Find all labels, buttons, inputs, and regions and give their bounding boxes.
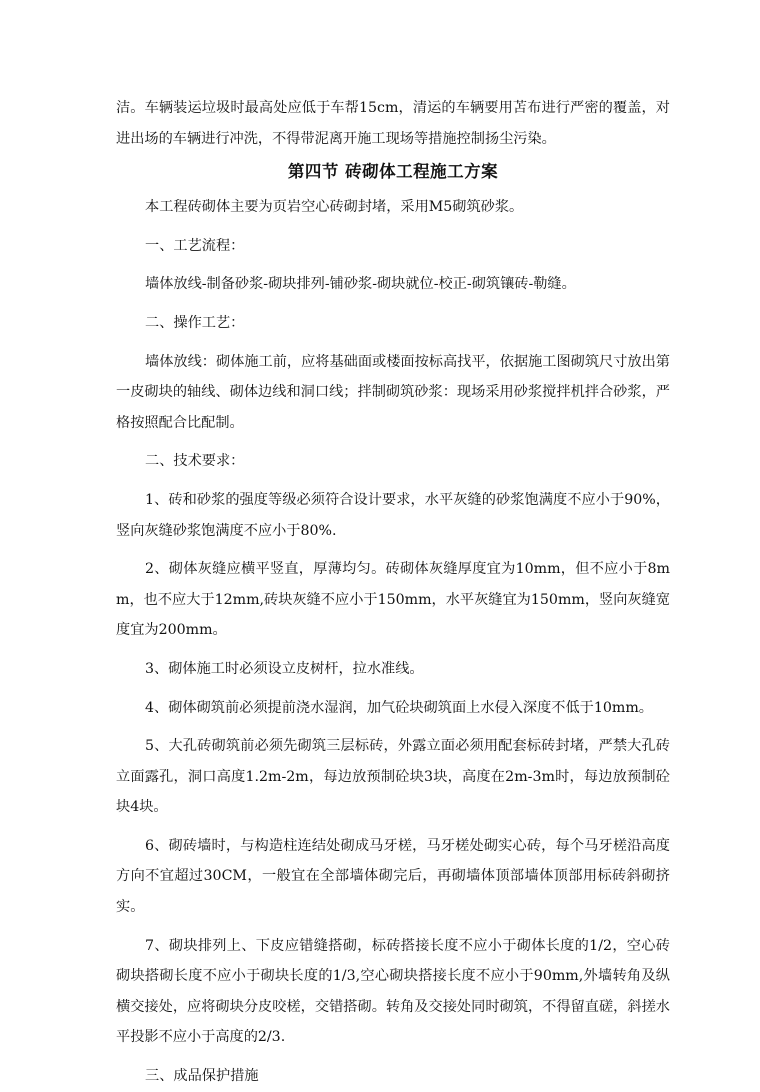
heading-operation: 二、操作工艺：	[145, 314, 245, 331]
requirement-item-7: 7、砌块排列上、下皮应错缝搭砌，标砖搭接长度不应小于砌体长度的1/2，空心砖砌块搭砌长度不应小于砌块长度的1/3,空心砌块搭接长度不应小于90mm,外墙转角及纵横交接处，应将砌块分皮咬槎，交错搭砌。转角及交接处同时砌筑，不得留直磋，斜搓水平投影不应小于高度的2/3.	[116, 937, 670, 1046]
requirement-item-2: 2、砌体灰缝应横平竖直，厚薄均匀。砖砌体灰缝厚度宜为10mm，但不应小于8mm，也不应大于12mm,砖块灰缝不应小于150mm，水平灰缝宜为150mm，竖向灰缝宽度宜为200mm。	[116, 561, 670, 639]
heading-process-flow: 一、工艺流程：	[145, 237, 245, 254]
heading-product-protection: 三、成品保护措施	[145, 1068, 259, 1085]
section-title: 第四节 砖砌体工程施工方案	[287, 162, 499, 182]
paragraph-process-flow: 墙体放线-制备砂浆-砌块排列-铺砂浆-砌块就位-校正-砌筑镶砖-勒缝。	[145, 276, 576, 293]
requirement-item-4: 4、砌体砌筑前必须提前浇水湿润，加气砼块砌筑面上水侵入深度不低于10mm。	[145, 699, 653, 716]
paragraph-scope: 本工程砖砌体主要为页岩空心砖砌封堵，采用M5砌筑砂浆。	[145, 199, 524, 216]
requirement-item-1: 1、砖和砂浆的强度等级必须符合设计要求，水平灰缝的砂浆饱满度不应小于90%，竖向灰缝砂浆饱满度不应小于80%.	[116, 491, 670, 539]
paragraph-operation: 墙体放线：砌体施工前，应将基础面或楼面按标高找平，依据施工图砌筑尺寸放出第一皮砌块的轴线、砌体边线和洞口线；拌制砌筑砂浆：现场采用砂浆搅拌机拌合砂浆，严格按照配合比配制。	[116, 353, 670, 431]
document-page	[116, 93, 670, 1092]
requirement-item-5: 5、大孔砖砌筑前必须先砌筑三层标砖，外露立面必须用配套标砖封堵，严禁大孔砖立面露孔，洞口高度1.2m-2m，每边放预制砼块3块，高度在2m-3m时，每边放预制砼块4块。	[116, 738, 670, 816]
requirement-item-3: 3、砌体施工时必须设立皮树杆，拉水准线。	[145, 660, 424, 677]
requirement-item-6: 6、砌砖墙时，与构造柱连结处砌成马牙槎，马牙槎处砌实心砖，每个马牙槎沿高度方向不宜超过30CM，一般宜在全部墙体砌完后，再砌墙体顶部墙体顶部用标砖斜砌挤实。	[116, 837, 670, 916]
heading-technical-requirements: 二、技术要求：	[145, 453, 245, 470]
intro-paragraph: 洁。车辆装运垃圾时最高处应低于车帮15cm，清运的车辆要用苫布进行严密的覆盖，对进出场的车辆进行冲洗，不得带泥离开施工现场等措施控制扬尘污染。	[116, 100, 670, 147]
